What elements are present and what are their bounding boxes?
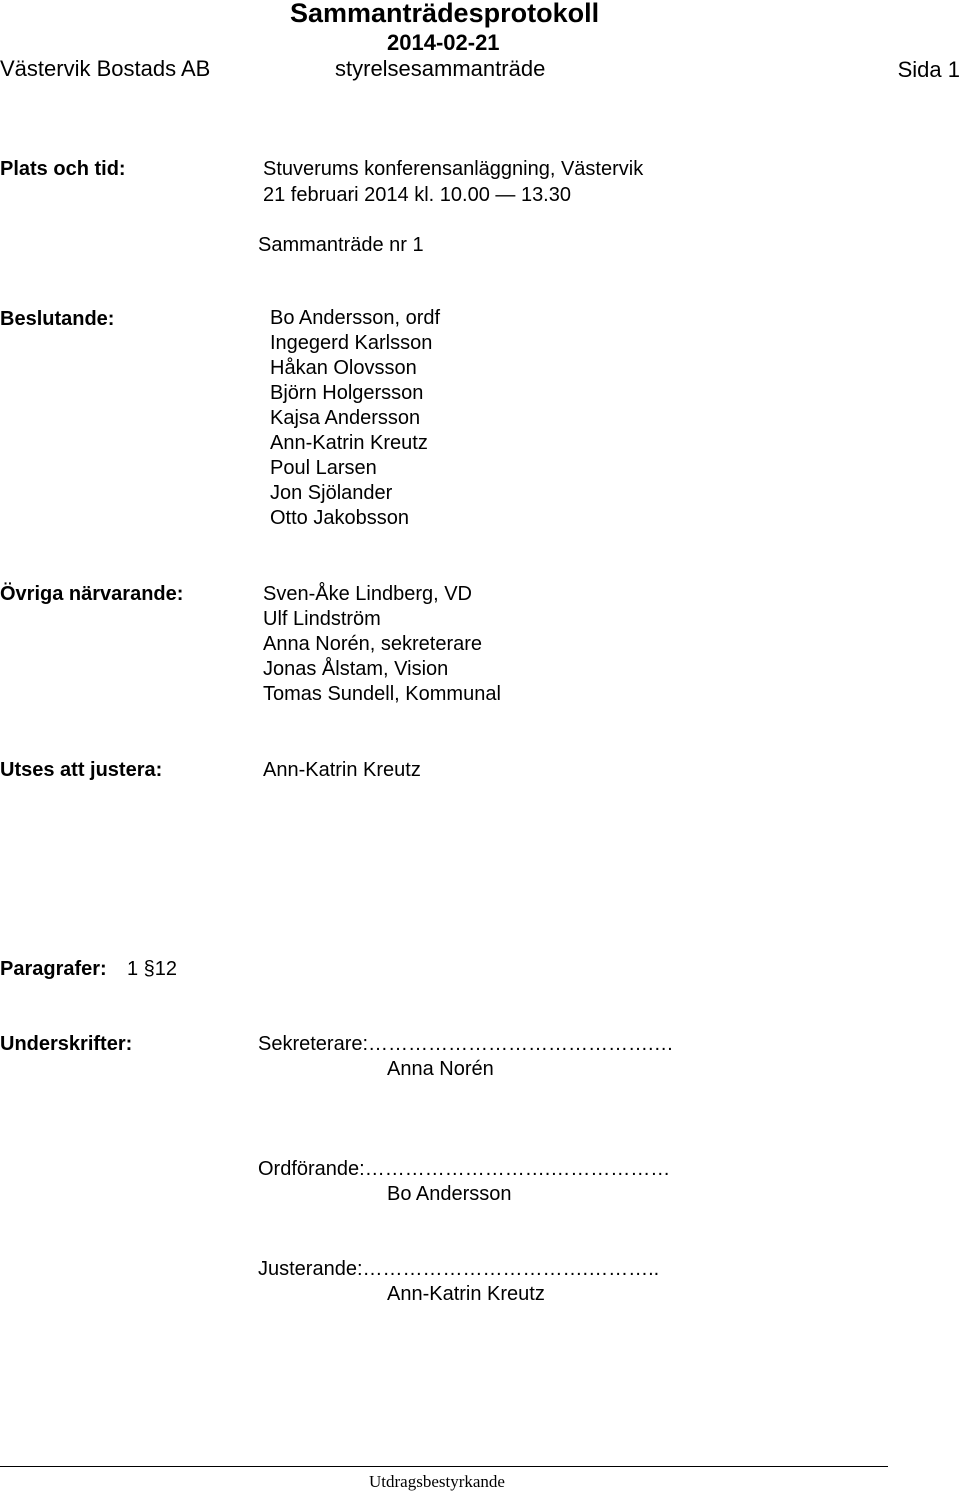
paragraphs-label: Paragrafer: bbox=[0, 958, 107, 980]
place-time-label: Plats och tid: bbox=[0, 158, 126, 180]
adjuster-label: Utses att justera: bbox=[0, 759, 163, 781]
document-title: Sammanträdesprotokoll bbox=[290, 0, 600, 28]
adjuster-name: Ann-Katrin Kreutz bbox=[263, 759, 421, 781]
adjuster-signature-line: Justerande:…………………………….……….. bbox=[258, 1258, 660, 1280]
list-item: Bo Andersson, ordf bbox=[270, 307, 441, 329]
list-item: Anna Norén, sekreterare bbox=[263, 633, 483, 655]
list-item: Jonas Ålstam, Vision bbox=[263, 658, 449, 680]
company-name: Västervik Bostads AB bbox=[0, 56, 211, 81]
adjuster-signature-name: Ann-Katrin Kreutz bbox=[387, 1283, 545, 1305]
paragraphs-value: 1 §12 bbox=[127, 958, 178, 980]
signatures-label: Underskrifter: bbox=[0, 1033, 133, 1055]
footer-label: Utdragsbestyrkande bbox=[369, 1472, 505, 1491]
list-item: Ulf Lindström bbox=[263, 608, 381, 630]
list-item: Jon Sjölander bbox=[270, 482, 393, 504]
list-item: Sven-Åke Lindberg, VD bbox=[263, 583, 473, 605]
meeting-number: Sammanträde nr 1 bbox=[258, 234, 424, 256]
others-present-label: Övriga närvarande: bbox=[0, 583, 184, 605]
secretary-name: Anna Norén bbox=[387, 1058, 494, 1080]
secretary-signature-line: Sekreterare:…………………………………….… bbox=[258, 1033, 674, 1055]
page-number: Sida 1 bbox=[897, 57, 960, 82]
list-item: Poul Larsen bbox=[270, 457, 377, 479]
decision-makers-list bbox=[270, 306, 440, 531]
list-item: Kajsa Andersson bbox=[270, 407, 421, 429]
others-present-list bbox=[263, 582, 501, 707]
meeting-type: styrelsesammanträde bbox=[335, 56, 546, 81]
footer-divider bbox=[0, 1466, 888, 1467]
chair-signature-line: Ordförande:……………………….……………… bbox=[258, 1158, 671, 1180]
list-item: Ann-Katrin Kreutz bbox=[270, 432, 428, 454]
list-item: Tomas Sundell, Kommunal bbox=[263, 683, 501, 705]
list-item: Björn Holgersson bbox=[270, 382, 424, 404]
list-item: Ingegerd Karlsson bbox=[270, 332, 433, 354]
list-item: Otto Jakobsson bbox=[270, 507, 409, 529]
chair-name: Bo Andersson bbox=[387, 1183, 512, 1205]
decision-makers-label: Beslutande: bbox=[0, 308, 115, 330]
list-item: Håkan Olovsson bbox=[270, 357, 417, 379]
meeting-time: 21 februari 2014 kl. 10.00 — 13.30 bbox=[263, 184, 571, 206]
document-date: 2014-02-21 bbox=[387, 30, 500, 55]
venue: Stuverums konferensanläggning, Västervik bbox=[263, 158, 644, 180]
